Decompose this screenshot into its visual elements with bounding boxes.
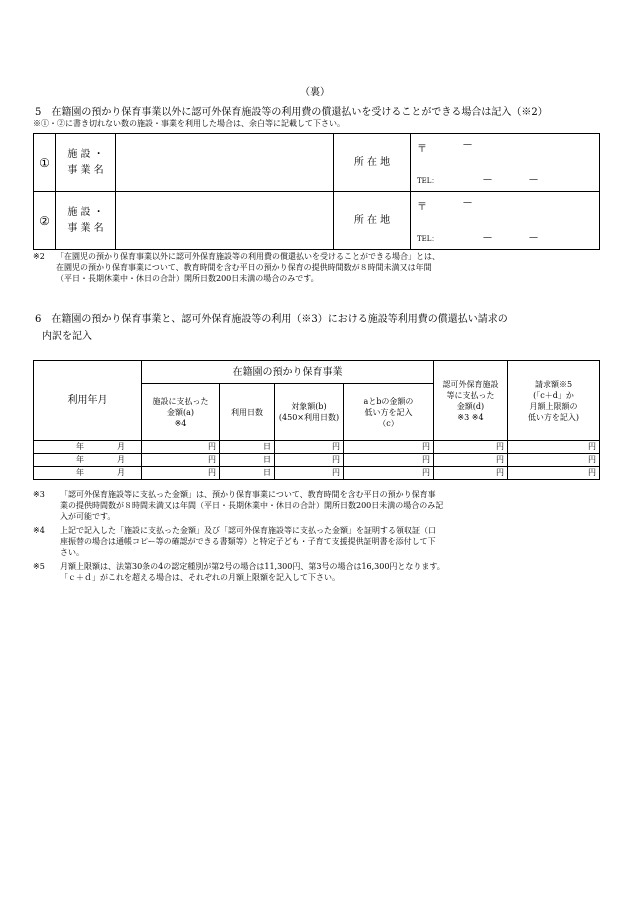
preschool-group-header: 在籍園の預かり保育事業 <box>142 361 434 384</box>
note-4-line: 上記で記入した「施設に支払った金額」及び「認可外保育施設等に支払った金額」を証明する領収証（口 <box>60 526 436 535</box>
days-cell[interactable]: 日 <box>220 441 275 454</box>
row-number: ① <box>34 134 56 192</box>
note-5-line: 月額上限額は、法第30条の4の認定種別が第2号の場合は11,300円、第3号の場合は16,300円となります。 <box>60 562 445 571</box>
tel-dash: — <box>483 175 492 185</box>
postal-dash: — <box>463 198 472 208</box>
note-3-line: 入が可能です。 <box>60 512 116 521</box>
target-amount-header <box>275 384 344 441</box>
claim-table <box>33 360 600 480</box>
year-month <box>34 442 141 452</box>
year-unit: 年 <box>76 442 84 451</box>
tel-dash: — <box>483 233 492 243</box>
amount-a-cell[interactable]: 円 <box>142 467 220 480</box>
claim-row <box>34 454 600 467</box>
lower-amount-header-text: aとbの金額の 低い方を記入 （c） <box>363 396 414 428</box>
note-5-mark: ※5 <box>33 562 45 571</box>
note-4-mark: ※4 <box>33 526 45 535</box>
footnote-2-line: 在園児の預かり保育事業について、教育時間を含む平日の預かり保育の提供時間数が８時間未満又は年間 <box>56 263 432 272</box>
claim-header-text: 請求額※5 (「c＋d」か 月額上限額の 低い方を記入) <box>527 379 580 422</box>
note-4-line: 座振替の場合は通帳コピー等の確認ができる書類等）と特定子ども・子育て支援提供証明書を添付して下 <box>60 537 436 546</box>
facility-table <box>33 133 600 250</box>
claim-amount-cell[interactable]: 円 <box>508 454 600 467</box>
note-3-line: 業の提供時間数が８時間未満又は年間（平日・長期休業中・休日の合計）開所日数200日未満の場合のみ記 <box>60 501 444 510</box>
address-field[interactable] <box>411 134 600 192</box>
note-4-line: さい。 <box>60 548 84 557</box>
claim-header-row-1 <box>34 361 600 384</box>
unlicensed-paid-header-text: 認可外保育施設 等に支払った 金額(d) ※3 ※4 <box>442 379 499 422</box>
claim-amount-cell[interactable]: 円 <box>508 467 600 480</box>
footnote-2-line: 「在園児の預かり保育事業以外に認可外保育施設等の利用費の償還払いを受けることができる場合」とは、 <box>56 252 440 261</box>
claim-row <box>34 467 600 480</box>
amount-c-cell[interactable]: 円 <box>344 467 434 480</box>
month-cell[interactable] <box>34 454 142 467</box>
claim-row <box>34 441 600 454</box>
month-cell[interactable] <box>34 441 142 454</box>
lower-amount-header <box>344 384 434 441</box>
facility-name-field[interactable] <box>116 134 334 192</box>
days-cell[interactable]: 日 <box>220 467 275 480</box>
facility-row-2 <box>34 192 600 250</box>
year-month <box>34 455 141 465</box>
section6-title: 6 在籍園の預かり保育事業と、認可外保育施設等の利用（※3）における施設等利用費の償還払い請求の <box>35 314 508 325</box>
amount-b-cell[interactable]: 円 <box>275 467 344 480</box>
note-3-line: 「認可外保育施設等に支払った金額」は、預かり保育事業について、教育時間を含む平日の預かり保育事 <box>60 490 436 499</box>
unlicensed-paid-header <box>434 361 508 441</box>
tel-label: TEL： <box>417 235 439 243</box>
facility-name-label <box>56 192 116 250</box>
tel-dash: — <box>529 233 538 243</box>
facility-name-label-text: 施 設 ・ 事 業 名 <box>67 206 104 234</box>
year-month <box>34 468 141 478</box>
section6-title-cont: 内訳を記入 <box>42 331 92 342</box>
page-side-label: （裏） <box>300 87 330 98</box>
facility-name-label-text: 施 設 ・ 事 業 名 <box>67 148 104 176</box>
footnote-2-mark: ※2 <box>33 252 45 261</box>
tel-label: TEL： <box>417 177 439 185</box>
year-unit: 年 <box>76 455 84 464</box>
amount-c-cell[interactable]: 円 <box>344 441 434 454</box>
amount-d-cell[interactable]: 円 <box>434 467 508 480</box>
section5-note: ※①・②に書き切れない数の施設・事業を利用した場合は、余白等に記載して下さい。 <box>33 119 345 128</box>
claim-header <box>508 361 600 441</box>
claim-amount-cell[interactable]: 円 <box>508 441 600 454</box>
postal-dash: — <box>463 140 472 150</box>
month-unit: 月 <box>117 468 125 477</box>
row-number: ② <box>34 192 56 250</box>
month-unit: 月 <box>117 442 125 451</box>
year-unit: 年 <box>76 468 84 477</box>
days-cell[interactable]: 日 <box>220 454 275 467</box>
month-unit: 月 <box>117 455 125 464</box>
month-cell[interactable] <box>34 467 142 480</box>
section5-title: 5 在籍園の預かり保育事業以外に認可外保育施設等の利用費の償還払いを受けることができる場合は記入（※2） <box>35 107 548 118</box>
amount-b-cell[interactable]: 円 <box>275 441 344 454</box>
paid-to-facility-header <box>142 384 220 441</box>
facility-name-label <box>56 134 116 192</box>
amount-c-cell[interactable]: 円 <box>344 454 434 467</box>
facility-row-1 <box>34 134 600 192</box>
address-field[interactable] <box>411 192 600 250</box>
footnote-2-line: （平日・長期休業中・休日の合計）開所日数200日未満の場合のみです。 <box>56 274 319 283</box>
paid-to-facility-header-text: 施設に支払った 金額(a) ※4 <box>152 396 209 428</box>
tel-dash: — <box>529 175 538 185</box>
amount-a-cell[interactable]: 円 <box>142 441 220 454</box>
postal-mark: 〒 <box>417 202 427 213</box>
amount-b-cell[interactable]: 円 <box>275 454 344 467</box>
amount-d-cell[interactable]: 円 <box>434 441 508 454</box>
note-3-mark: ※3 <box>33 490 45 499</box>
location-label: 所 在 地 <box>334 134 411 192</box>
facility-name-field[interactable] <box>116 192 334 250</box>
month-header: 利用年月 <box>34 361 142 441</box>
amount-a-cell[interactable]: 円 <box>142 454 220 467</box>
note-5-line: 「ｃ＋ｄ」がこれを超える場合は、それぞれの月額上限額を記入して下さい。 <box>60 573 340 582</box>
days-header: 利用日数 <box>220 384 275 441</box>
location-label: 所 在 地 <box>334 192 411 250</box>
target-amount-header-text: 対象額(b) (450×利用日数) <box>278 402 340 422</box>
amount-d-cell[interactable]: 円 <box>434 454 508 467</box>
postal-mark: 〒 <box>417 144 427 155</box>
